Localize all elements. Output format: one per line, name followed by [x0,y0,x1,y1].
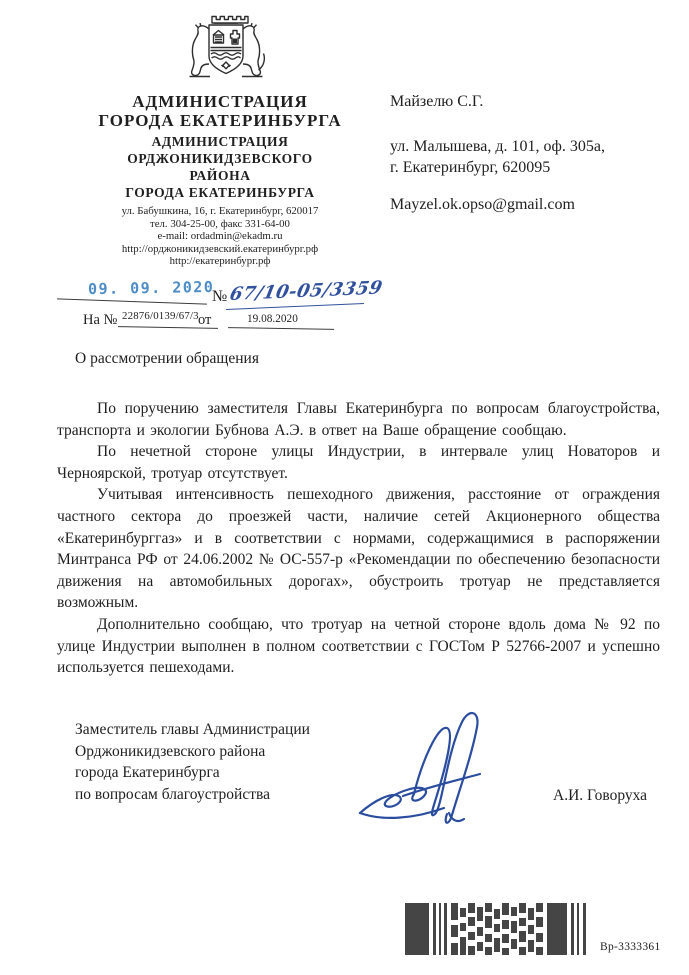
yekaterinburg-coat-of-arms-icon [176,10,276,92]
contact-phone-fax: тел. 304-25-00, факс 331-64-00 [150,217,290,230]
signer-position-block [75,719,310,805]
signer-position-line3: города Екатеринбурга [75,764,220,781]
letter-subject: О рассмотрении обращения [75,350,259,367]
contact-email: e-mail: ordadmin@ekadm.ru [157,230,283,242]
letter-body [57,398,660,679]
recipient-email: Mayzel.ok.opso@gmail.com [390,196,575,213]
contact-address: ул. Бабушкина, 16, г. Екатеринбург, 620017 [121,205,319,217]
incoming-number: 22876/0139/67/3 [122,310,199,322]
date-stamp: 09. 09. 2020 [87,277,215,299]
recipient-address-line2: г. Екатеринбург, 620095 [390,159,551,176]
org2-line1: АДМИНИСТРАЦИЯ [151,134,289,149]
org2-line4: ГОРОДА ЕКАТЕРИНБУРГА [125,185,315,200]
body-paragraph: Учитывая интенсивность пешеходного движения, расстояние от ограждения частного сектора до проезжей части, наличие сетей Акционерного общества «Екатеринбурггаз» и в соответствии с нормами, содержащимися в распоряжении Минтранса РФ от 24.06.2002 № ОС-557-р «Рекомендации по обеспечению безопасности движения на автомобильных дорогах», обустроить тротуар не представляется возможным. [57,486,660,612]
from-label: от [198,312,212,328]
body-paragraph: По поручению заместителя Главы Екатеринбурга по вопросам благоустройства, транспорта и экологии Бубнова А.Э. в ответ на Ваше обращение сообщаю. [57,400,660,439]
contact-site-city: http://екатеринбург.рф [169,255,271,267]
registration-barcode [405,903,595,955]
recipient-name: Майзелю С.Г. [390,93,484,110]
body-paragraph: По нечетной стороне улицы Индустрии, в интервале улиц Новаторов и Черноярской, тротуар отсутствует. [57,443,660,482]
org-name-city [50,92,390,130]
org-name-district [50,133,390,201]
contact-site-district: http://орджоникидзевский.екатеринбург.рф [121,242,319,255]
incoming-date: 19.08.2020 [247,313,298,325]
org2-line3: РАЙОНА [189,168,251,183]
org-contact-block [50,205,390,268]
signer-position-line2: Орджоникидзевского района [75,742,266,760]
recipient-address-line1: ул. Малышева, д. 101, оф. 305а, [390,138,605,155]
incoming-date-line [228,327,334,330]
org1-line2: ГОРОДА ЕКАТЕРИНБУРГА [98,111,342,130]
reply-to-label: На № [83,312,118,328]
org2-line2: ОРДЖОНИКИДЗЕВСКОГО [127,151,313,166]
date-field-line [57,298,207,304]
outgoing-number-label: № [212,288,228,305]
handwritten-outgoing-number: 67/10-05/3359 [227,277,385,306]
handwritten-signature [348,695,538,835]
org1-line1: АДМИНИСТРАЦИЯ [132,92,308,111]
signer-position-line4: по вопросам благоустройства [75,785,270,803]
signer-name: А.И. Говоруха [553,787,648,804]
body-paragraph: Дополнительно сообщаю, что тротуар на четной стороне вдоль дома № 92 по улице Индустрии выполнен в полном соответствии с ГОСТом Р 52766-2007 и успешно используется пешеходами. [57,615,660,677]
signer-position-line1: Заместитель главы Администрации [75,721,310,738]
barcode-label: Вр-3333361 [600,941,661,953]
